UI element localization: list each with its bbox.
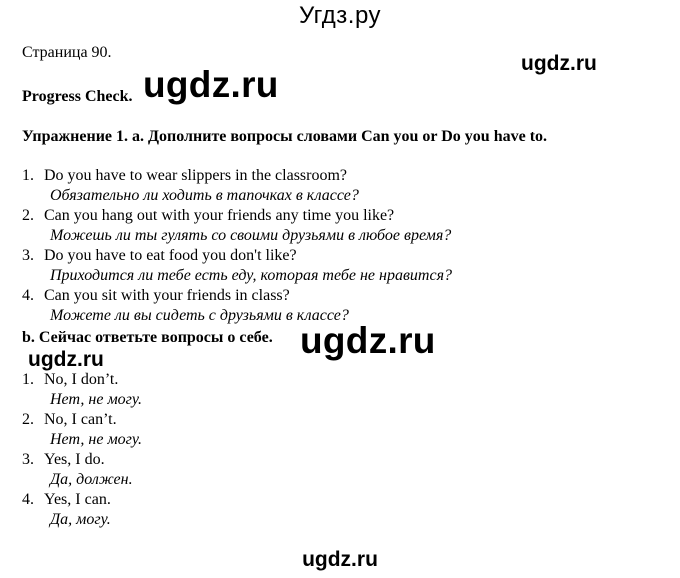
question-2-translation: Можешь ли ты гулять со своими друзьями в любое время?: [50, 227, 452, 244]
question-4: [22, 287, 290, 305]
answer-3-translation: Да, должен.: [50, 471, 133, 488]
answer-4: [22, 491, 111, 509]
question-text: Can you hang out with your friends any time you like?: [44, 207, 395, 224]
answer-3: [22, 451, 105, 469]
question-1: [22, 167, 347, 185]
question-number: 1.: [22, 167, 34, 184]
answer-text: Yes, I can.: [44, 491, 111, 508]
exercise-a-title: Упражнение 1. a. Дополните вопросы словами Can you or Do you have to.: [22, 128, 548, 145]
watermark-middle: ugdz.ru: [300, 320, 436, 361]
answer-1-translation: Нет, не могу.: [50, 391, 142, 408]
answer-text: No, I don’t.: [44, 371, 119, 388]
answer-2: [22, 411, 117, 429]
answer-number: 3.: [22, 451, 34, 468]
answer-1: [22, 371, 118, 389]
question-text: Can you sit with your friends in class?: [44, 287, 290, 304]
question-3-translation: Приходится ли тебе есть еду, которая тебе не нравится?: [50, 267, 452, 284]
question-text: Do you have to wear slippers in the classroom?: [44, 167, 348, 184]
exercise-b-title: b. Сейчас ответьте вопросы о себе.: [22, 329, 273, 346]
question-number: 3.: [22, 247, 34, 264]
watermark-left: ugdz.ru: [28, 348, 104, 371]
site-title: Угдз.ру: [298, 2, 382, 29]
question-2: [22, 207, 394, 225]
question-number: 4.: [22, 287, 34, 304]
page-label: Страница 90.: [22, 44, 112, 61]
watermark-bottom: ugdz.ru: [302, 548, 378, 571]
answer-text: Yes, I do.: [44, 451, 105, 468]
question-3: [22, 247, 297, 265]
answer-text: No, I can’t.: [44, 411, 117, 428]
watermark-top-right: ugdz.ru: [521, 52, 597, 75]
section-title: Progress Check.: [22, 88, 133, 105]
question-text: Do you have to eat food you don't like?: [44, 247, 297, 264]
question-number: 2.: [22, 207, 34, 224]
answer-number: 4.: [22, 491, 34, 508]
question-4-translation: Можете ли вы сидеть с друзьями в классе?: [50, 307, 349, 324]
answer-2-translation: Нет, не могу.: [50, 431, 142, 448]
answer-number: 2.: [22, 411, 34, 428]
answer-4-translation: Да, могу.: [50, 511, 111, 528]
watermark-top-center: ugdz.ru: [143, 64, 279, 105]
answer-number: 1.: [22, 371, 34, 388]
question-1-translation: Обязательно ли ходить в тапочках в классе?: [50, 187, 359, 204]
